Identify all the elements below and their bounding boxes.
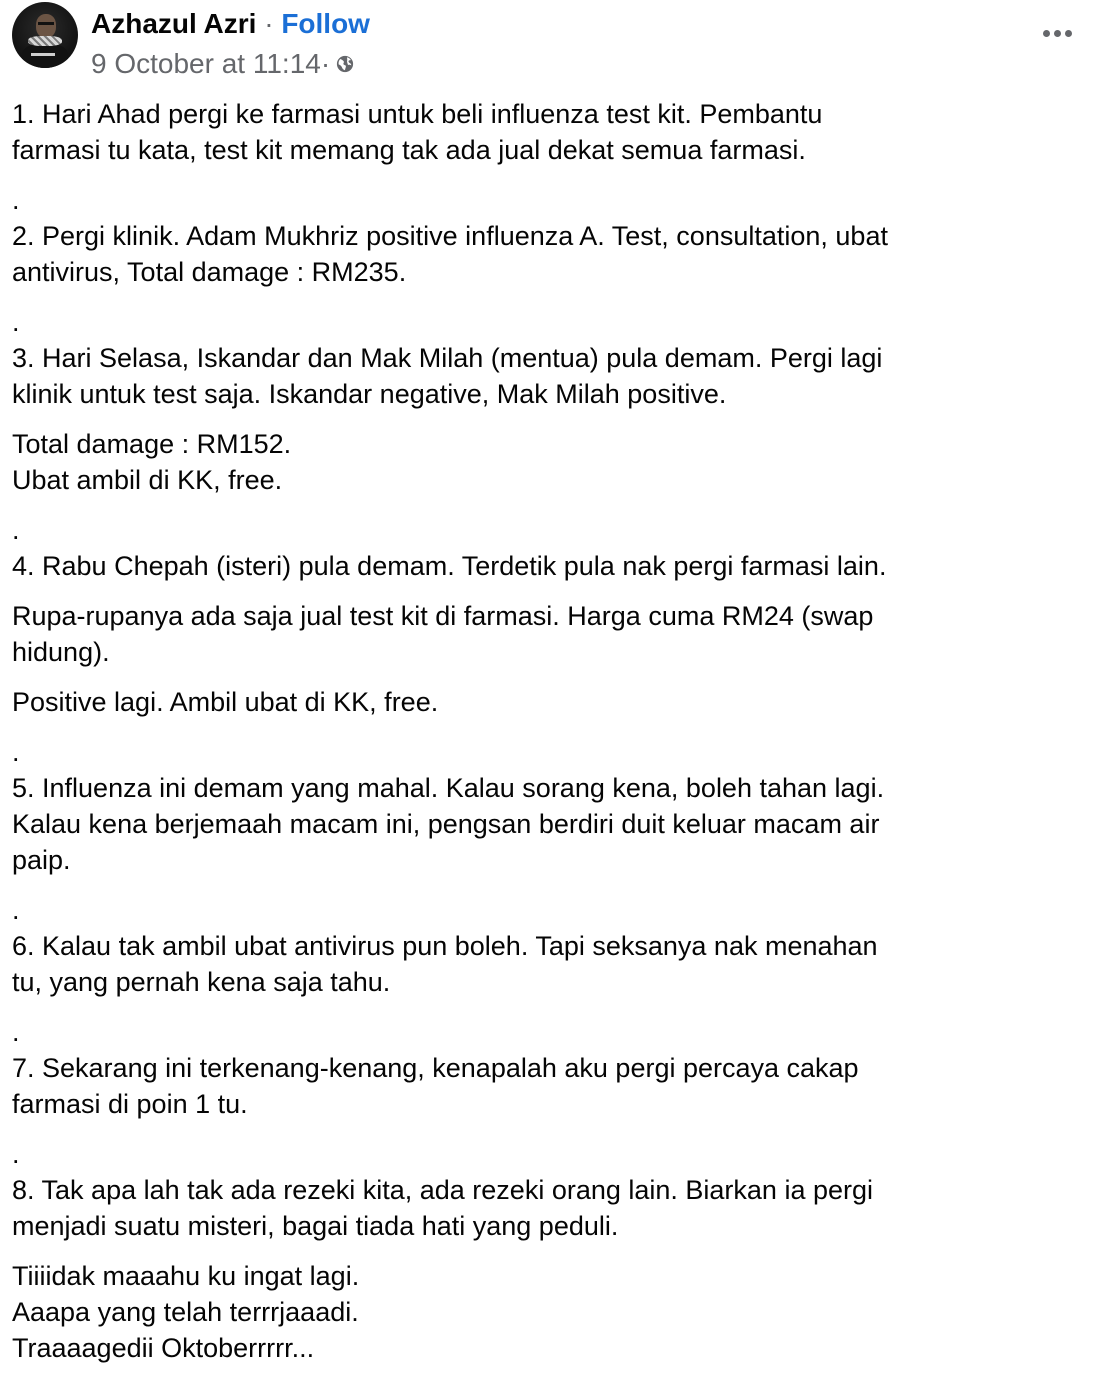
separator-dot-line: . (12, 1139, 20, 1169)
paragraph-gap (12, 290, 1092, 304)
separator-dot-line: . (12, 737, 20, 767)
post-text-line: 4. Rabu Chepah (isteri) pula demam. Terdetik pula nak pergi farmasi lain. (12, 551, 887, 581)
post-text-line: Positive lagi. Ambil ubat di KK, free. (12, 687, 439, 717)
post-text-line: paip. (12, 845, 71, 875)
separator-dot: · (320, 48, 331, 79)
post-text-line: 6. Kalau tak ambil ubat antivirus pun boleh. Tapi seksanya nak menahan (12, 931, 878, 961)
more-dot-icon (1065, 30, 1072, 37)
post-text-line: hidung). (12, 637, 110, 667)
post-paragraph (12, 426, 1092, 498)
post-paragraph (12, 1014, 1092, 1122)
more-options-button[interactable] (1043, 30, 1072, 37)
post-text-line: antivirus, Total damage : RM235. (12, 257, 407, 287)
separator-dot-line: . (12, 307, 20, 337)
post-text-line: Aaapa yang telah terrrjaaadi. (12, 1297, 359, 1327)
follow-button[interactable]: Follow (281, 8, 370, 39)
post-paragraph (12, 892, 1092, 1000)
post-text-line: 5. Influenza ini demam yang mahal. Kalau sorang kena, boleh tahan lagi. (12, 773, 885, 803)
author-line (91, 4, 370, 44)
avatar-face (36, 14, 56, 38)
post-text-line: klinik untuk test saja. Iskandar negative, Mak Milah positive. (12, 379, 727, 409)
separator-dot-line: . (12, 895, 20, 925)
post-text-line: Traaaagedii Oktoberrrrr... (12, 1333, 315, 1363)
paragraph-gap (12, 1122, 1092, 1136)
post-text-line: Rupa-rupanya ada saja jual test kit di farmasi. Harga cuma RM24 (swap (12, 601, 874, 631)
avatar-shirt (22, 44, 68, 68)
post-text-line: Kalau kena berjemaah macam ini, pengsan berdiri duit keluar macam air (12, 809, 880, 839)
more-dot-icon (1043, 30, 1050, 37)
author-avatar[interactable] (12, 2, 78, 68)
paragraph-gap (12, 498, 1092, 512)
post-paragraph (12, 182, 1092, 290)
post-paragraph (12, 96, 1092, 168)
paragraph-gap (12, 1000, 1092, 1014)
post-text-line: Tiiiidak maaahu ku ingat lagi. (12, 1261, 360, 1291)
post-body (12, 96, 1092, 1366)
post-text-line: farmasi di poin 1 tu. (12, 1089, 248, 1119)
separator-dot-line: . (12, 515, 20, 545)
post-paragraph (12, 598, 1092, 670)
avatar-glasses (38, 22, 54, 25)
more-dot-icon (1054, 30, 1061, 37)
post-text-line: 1. Hari Ahad pergi ke farmasi untuk beli influenza test kit. Pembantu (12, 99, 823, 129)
post-text-line: 8. Tak apa lah tak ada rezeki kita, ada rezeki orang lain. Biarkan ia pergi (12, 1175, 874, 1205)
paragraph-gap (12, 878, 1092, 892)
post-text-line: 2. Pergi klinik. Adam Mukhriz positive influenza A. Test, consultation, ubat (12, 221, 888, 251)
paragraph-gap (12, 412, 1092, 426)
post-text-line: 3. Hari Selasa, Iskandar dan Mak Milah (mentua) pula demam. Pergi lagi (12, 343, 883, 373)
post-text-line: Ubat ambil di KK, free. (12, 465, 283, 495)
post-text-line: Total damage : RM152. (12, 429, 292, 459)
post-paragraph (12, 1136, 1092, 1244)
paragraph-gap (12, 720, 1092, 734)
post-text-line: 7. Sekarang ini terkenang-kenang, kenapalah aku pergi percaya cakap (12, 1053, 859, 1083)
author-name[interactable]: Azhazul Azri (91, 8, 257, 39)
separator-dot: · (256, 8, 282, 39)
paragraph-gap (12, 584, 1092, 598)
post-paragraph (12, 304, 1092, 412)
globe-icon (336, 55, 354, 73)
post-timestamp[interactable]: 9 October at 11:14 (91, 48, 321, 79)
post-paragraph (12, 684, 1092, 720)
post-paragraph (12, 734, 1092, 878)
post-paragraph (12, 512, 1092, 584)
post-meta (91, 44, 354, 84)
avatar-scarf (28, 36, 62, 46)
post-header (0, 0, 1098, 90)
avatar-shirt-print (31, 53, 55, 56)
separator-dot-line: . (12, 185, 20, 215)
post-text-line: menjadi suatu misteri, bagai tiada hati yang peduli. (12, 1211, 619, 1241)
post-paragraph (12, 1258, 1092, 1366)
post-text-line: farmasi tu kata, test kit memang tak ada jual dekat semua farmasi. (12, 135, 806, 165)
paragraph-gap (12, 168, 1092, 182)
separator-dot-line: . (12, 1017, 20, 1047)
paragraph-gap (12, 670, 1092, 684)
paragraph-gap (12, 1244, 1092, 1258)
post-text-line: tu, yang pernah kena saja tahu. (12, 967, 391, 997)
